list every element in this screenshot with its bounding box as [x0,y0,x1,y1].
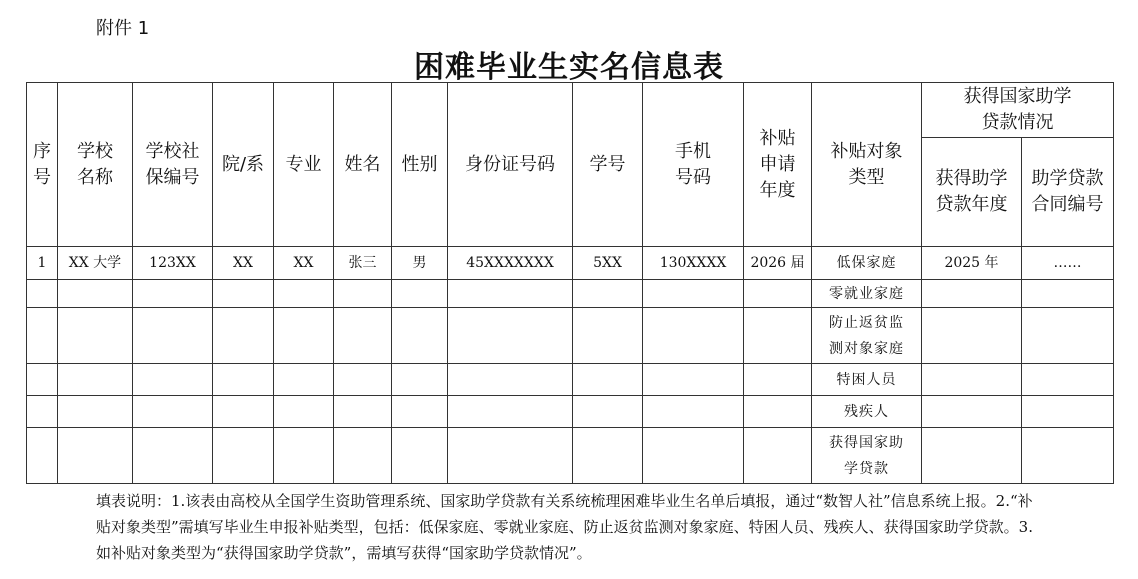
header-id-number: 身份证号码 [448,83,573,247]
cell-subsidy-type: 获得国家助 学贷款 [812,428,922,484]
header-loan-year: 获得助学 贷款年度 [922,138,1022,247]
fill-instructions: 填表说明：1.该表由高校从全国学生资助管理系统、国家助学贷款有关系统梳理困难毕业生名单后填报，通过“数智人社”信息系统上报。2.“补贴对象类型”需填写毕业生申报补贴类型，包括：低保家庭、零就业家庭、防止返贫监测对象家庭、特困人员、残疾人、获得国家助学贷款。3.如补贴对象类型为“获得国家助学贷款”，需填写获得“国家助学贷款情况”。 [96,492,1033,562]
cell-name: 张三 [334,247,392,280]
cell-loan-year: 2025 年 [922,247,1022,280]
table-row [27,396,1114,428]
header-loan-contract: 助学贷款 合同编号 [1022,138,1114,247]
cell-seq: 1 [27,247,58,280]
page-title: 困难毕业生实名信息表 [414,50,724,85]
cell-subsidy-type: 残疾人 [812,396,922,428]
cell-major: XX [274,247,334,280]
cell-subsidy-year: 2026 届 [744,247,812,280]
header-gender: 性别 [392,83,448,247]
table-row [27,428,1114,484]
cell-loan-contract: …… [1022,247,1114,280]
cell-subsidy-type: 零就业家庭 [812,280,922,308]
attachment-label: 附件 1 [96,18,150,39]
cell-gender: 男 [392,247,448,280]
table-row [27,280,1114,308]
header-student-id: 学号 [573,83,643,247]
cell-subsidy-type: 防止返贫监 测对象家庭 [812,308,922,364]
cell-department: XX [213,247,274,280]
cell-student-id: 5XX [573,247,643,280]
header-school-name: 学校 名称 [58,83,133,247]
cell-id-number: 45XXXXXXX [448,247,573,280]
header-name: 姓名 [334,83,392,247]
cell-phone: 130XXXX [643,247,744,280]
header-seq: 序 号 [27,83,58,247]
header-school-code: 学校社 保编号 [133,83,213,247]
header-subsidy-year: 补贴 申请 年度 [744,83,812,247]
cell-subsidy-type: 特困人员 [812,364,922,396]
header-loan-group: 获得国家助学 贷款情况 [922,83,1114,138]
header-major: 专业 [274,83,334,247]
table-row [27,364,1114,396]
cell-subsidy-type: 低保家庭 [812,247,922,280]
header-department: 院/系 [213,83,274,247]
header-subsidy-type: 补贴对象 类型 [812,83,922,247]
table-row [27,247,1114,280]
info-table [26,82,1114,484]
table-row [27,308,1114,364]
header-phone: 手机 号码 [643,83,744,247]
cell-school-code: 123XX [133,247,213,280]
cell-school-name: XX 大学 [58,247,133,280]
header-row-1 [27,83,1114,138]
